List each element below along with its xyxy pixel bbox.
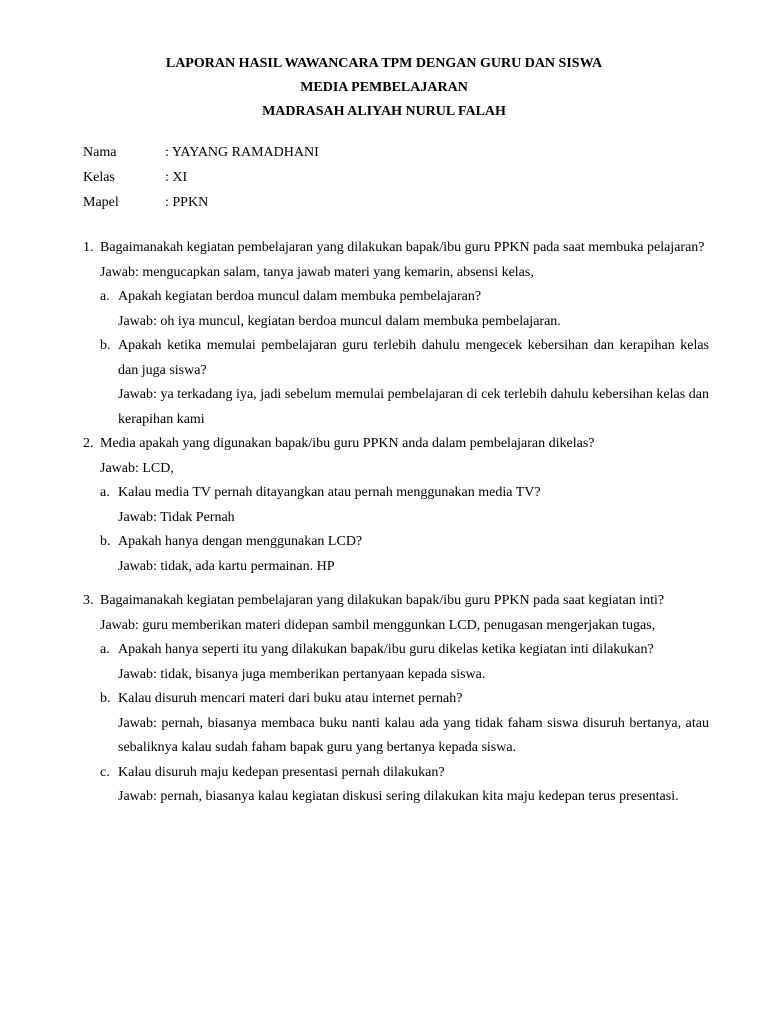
info-value: : YAYANG RAMADHANI xyxy=(165,145,319,160)
document-header xyxy=(0,52,768,124)
school-name: MADRASAH ALIYAH NURUL FALAH xyxy=(262,104,506,119)
report-subtitle: MEDIA PEMBELAJARAN xyxy=(300,80,468,95)
subquestion-letter: a. xyxy=(100,289,110,304)
question-text: Bagaimanakah kegiatan pembelajaran yang dilakukan bapak/ibu guru PPKN pada saat membuka pelajaran? xyxy=(100,240,705,255)
question-number: 3. xyxy=(83,593,94,608)
answer-text: Jawab: guru memberikan materi didepan sambil menggunkan LCD, penugasan mengerjakan tugas, xyxy=(100,617,656,633)
subquestion-text: Kalau disuruh mencari materi dari buku atau internet pernah? xyxy=(118,691,463,706)
subquestion-letter: a. xyxy=(100,642,110,657)
subanswer-text: Jawab: oh iya muncul, kegiatan berdoa muncul dalam membuka pembelajaran. xyxy=(118,313,561,329)
subquestion-text: Apakah ketika memulai pembelajaran guru terlebih dahulu mengecek kebersihan dan kerapihan kelas dan juga siswa? xyxy=(118,338,709,378)
student-info xyxy=(83,143,319,218)
subquestion-text: Apakah kegiatan berdoa muncul dalam membuka pembelajaran? xyxy=(118,289,482,304)
subquestion-letter: c. xyxy=(100,764,110,780)
subquestion-text: Apakah hanya dengan menggunakan LCD? xyxy=(118,534,363,549)
subquestion-text: Apakah hanya seperti itu yang dilakukan bapak/ibu guru dikelas ketika kegiatan inti dilakukan? xyxy=(118,642,654,657)
subanswer-text: Jawab: ya terkadang iya, jadi sebelum memulai pembelajaran di cek terlebih dahulu kebersihan kelas dan kerapihan kami xyxy=(118,387,709,427)
question-text: Media apakah yang digunakan bapak/ibu guru PPKN anda dalam pembelajaran dikelas? xyxy=(100,436,595,451)
subanswer-text: Jawab: pernah, biasanya kalau kegiatan diskusi sering dilakukan kita maju kedepan terus presentasi. xyxy=(118,789,679,804)
question-item xyxy=(83,236,709,261)
subquestion-letter: b. xyxy=(100,534,111,549)
subquestion-letter: b. xyxy=(100,338,111,353)
info-label: Nama xyxy=(83,145,117,160)
subquestion-letter: a. xyxy=(100,485,110,500)
info-row-subject xyxy=(83,193,319,218)
info-row-class xyxy=(83,168,319,193)
question-number: 2. xyxy=(83,436,94,451)
subanswer-text: Jawab: pernah, biasanya membaca buku nanti kalau ada yang tidak faham siswa disuruh bertanya, atau sebaliknya kalau sudah faham bapak guru yang bertanya kepada siswa. xyxy=(118,715,709,755)
question-number: 1. xyxy=(83,240,94,255)
subquestion-item xyxy=(100,481,709,506)
subquestion-item xyxy=(100,761,709,786)
interview-body xyxy=(83,236,709,810)
answer-text: Jawab: LCD, xyxy=(100,460,174,476)
subanswer-text: Jawab: tidak, ada kartu permainan. HP xyxy=(118,558,335,574)
subanswer-text: Jawab: Tidak Pernah xyxy=(118,509,235,525)
subquestion-item xyxy=(100,687,709,712)
question-item xyxy=(83,432,709,457)
subquestion-item xyxy=(100,530,709,555)
subquestion-item xyxy=(100,638,709,663)
spacer xyxy=(83,579,709,589)
info-row-name xyxy=(83,143,319,168)
answer-text: Jawab: mengucapkan salam, tanya jawab materi yang kemarin, absensi kelas, xyxy=(100,264,534,280)
subanswer-text: Jawab: tidak, bisanya juga memberikan pertanyaan kepada siswa. xyxy=(118,666,486,682)
subquestion-letter: b. xyxy=(100,691,111,706)
question-item xyxy=(83,589,709,614)
info-value: : PPKN xyxy=(165,195,209,210)
info-label: Kelas xyxy=(83,170,115,185)
subquestion-text: Kalau media TV pernah ditayangkan atau pernah menggunakan media TV? xyxy=(118,485,541,500)
info-label: Mapel xyxy=(83,195,119,210)
subquestion-item xyxy=(100,334,709,383)
info-value: : XI xyxy=(165,170,188,185)
report-title: LAPORAN HASIL WAWANCARA TPM DENGAN GURU DAN SISWA xyxy=(165,56,603,71)
subquestion-item xyxy=(100,285,709,310)
question-text: Bagaimanakah kegiatan pembelajaran yang dilakukan bapak/ibu guru PPKN pada saat kegiatan inti? xyxy=(100,593,665,608)
subquestion-text: Kalau disuruh maju kedepan presentasi pernah dilakukan? xyxy=(118,764,445,780)
